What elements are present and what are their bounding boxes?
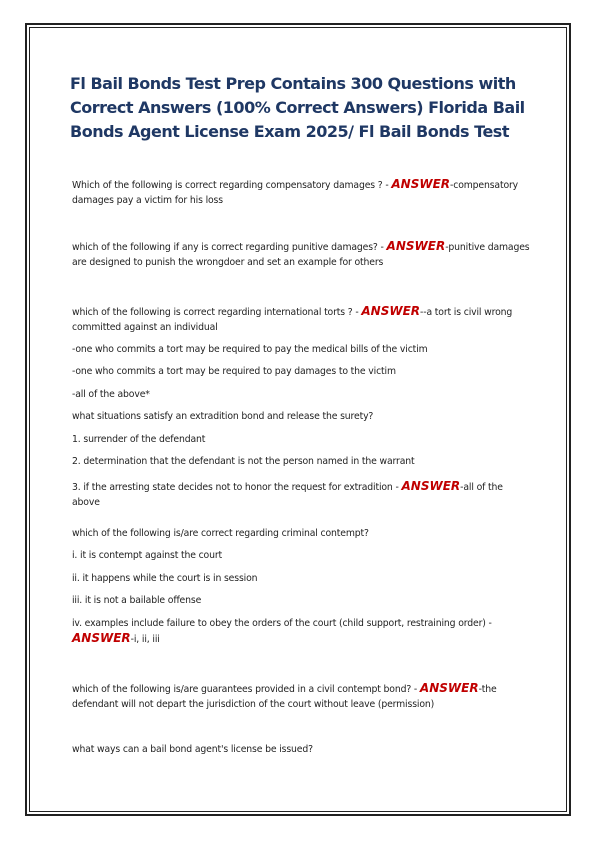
contempt-option-i: i. it is contempt against the court — [72, 550, 223, 561]
extradition-option-1: 1. surrender of the defendant — [72, 434, 206, 445]
question-compensatory-damages: Which of the following is correct regarding compensatory damages ? - ANSWER-compensatory damages pay a victim for his loss — [72, 177, 519, 206]
tort-option-medical-bills: -one who commits a tort may be required to pay the medical bills of the victim — [72, 344, 428, 355]
contempt-option-iii: iii. it is not a bailable offense — [72, 595, 202, 606]
question-criminal-contempt: which of the following is/are correct regarding criminal contempt? — [72, 528, 369, 539]
answer-label: ANSWER — [72, 631, 131, 645]
extradition-option-2: 2. determination that the defendant is not the person named in the warrant — [72, 456, 415, 467]
answer-label: ANSWER — [391, 177, 451, 191]
question-extradition-bond: what situations satisfy an extradition bond and release the surety? — [72, 411, 374, 422]
answer-label: ANSWER — [386, 239, 446, 253]
question-international-torts: which of the following is correct regarding international torts ? - ANSWER--a tort is civil wrong committed against an individual — [72, 304, 513, 333]
contempt-option-ii: ii. it happens while the court is in session — [72, 573, 258, 584]
answer-label: ANSWER — [401, 479, 461, 493]
extradition-option-3: 3. if the arresting state decides not to honor the request for extradition - ANSWER-all of the above — [72, 479, 503, 508]
contempt-option-iv: iv. examples include failure to obey the orders of the court (child support, restraining order) - ANSWER-i, ii, iii — [72, 618, 492, 645]
question-license-issued: what ways can a bail bond agent's license be issued? — [72, 744, 313, 755]
tort-option-damages: -one who commits a tort may be required to pay damages to the victim — [72, 366, 396, 377]
answer-label: ANSWER — [361, 304, 421, 318]
question-civil-contempt-bond: which of the following is/are guarantees provided in a civil contempt bond? - ANSWER-the defendant will not depart the jurisdiction of the court without leave (permission) — [72, 681, 497, 710]
answer-label: ANSWER — [419, 681, 479, 695]
document-title: Fl Bail Bonds Test Prep Contains 300 Questions with Correct Answers (100% Correct Answers) Florida Bail Bonds Agent License Exam 2025/ Fl Bail Bonds Test — [70, 74, 525, 141]
question-punitive-damages: which of the following if any is correct regarding punitive damages? - ANSWER-punitive damages are designed to punish the wrongdoer and set an example for others — [72, 239, 530, 268]
tort-option-all: -all of the above* — [72, 389, 150, 400]
